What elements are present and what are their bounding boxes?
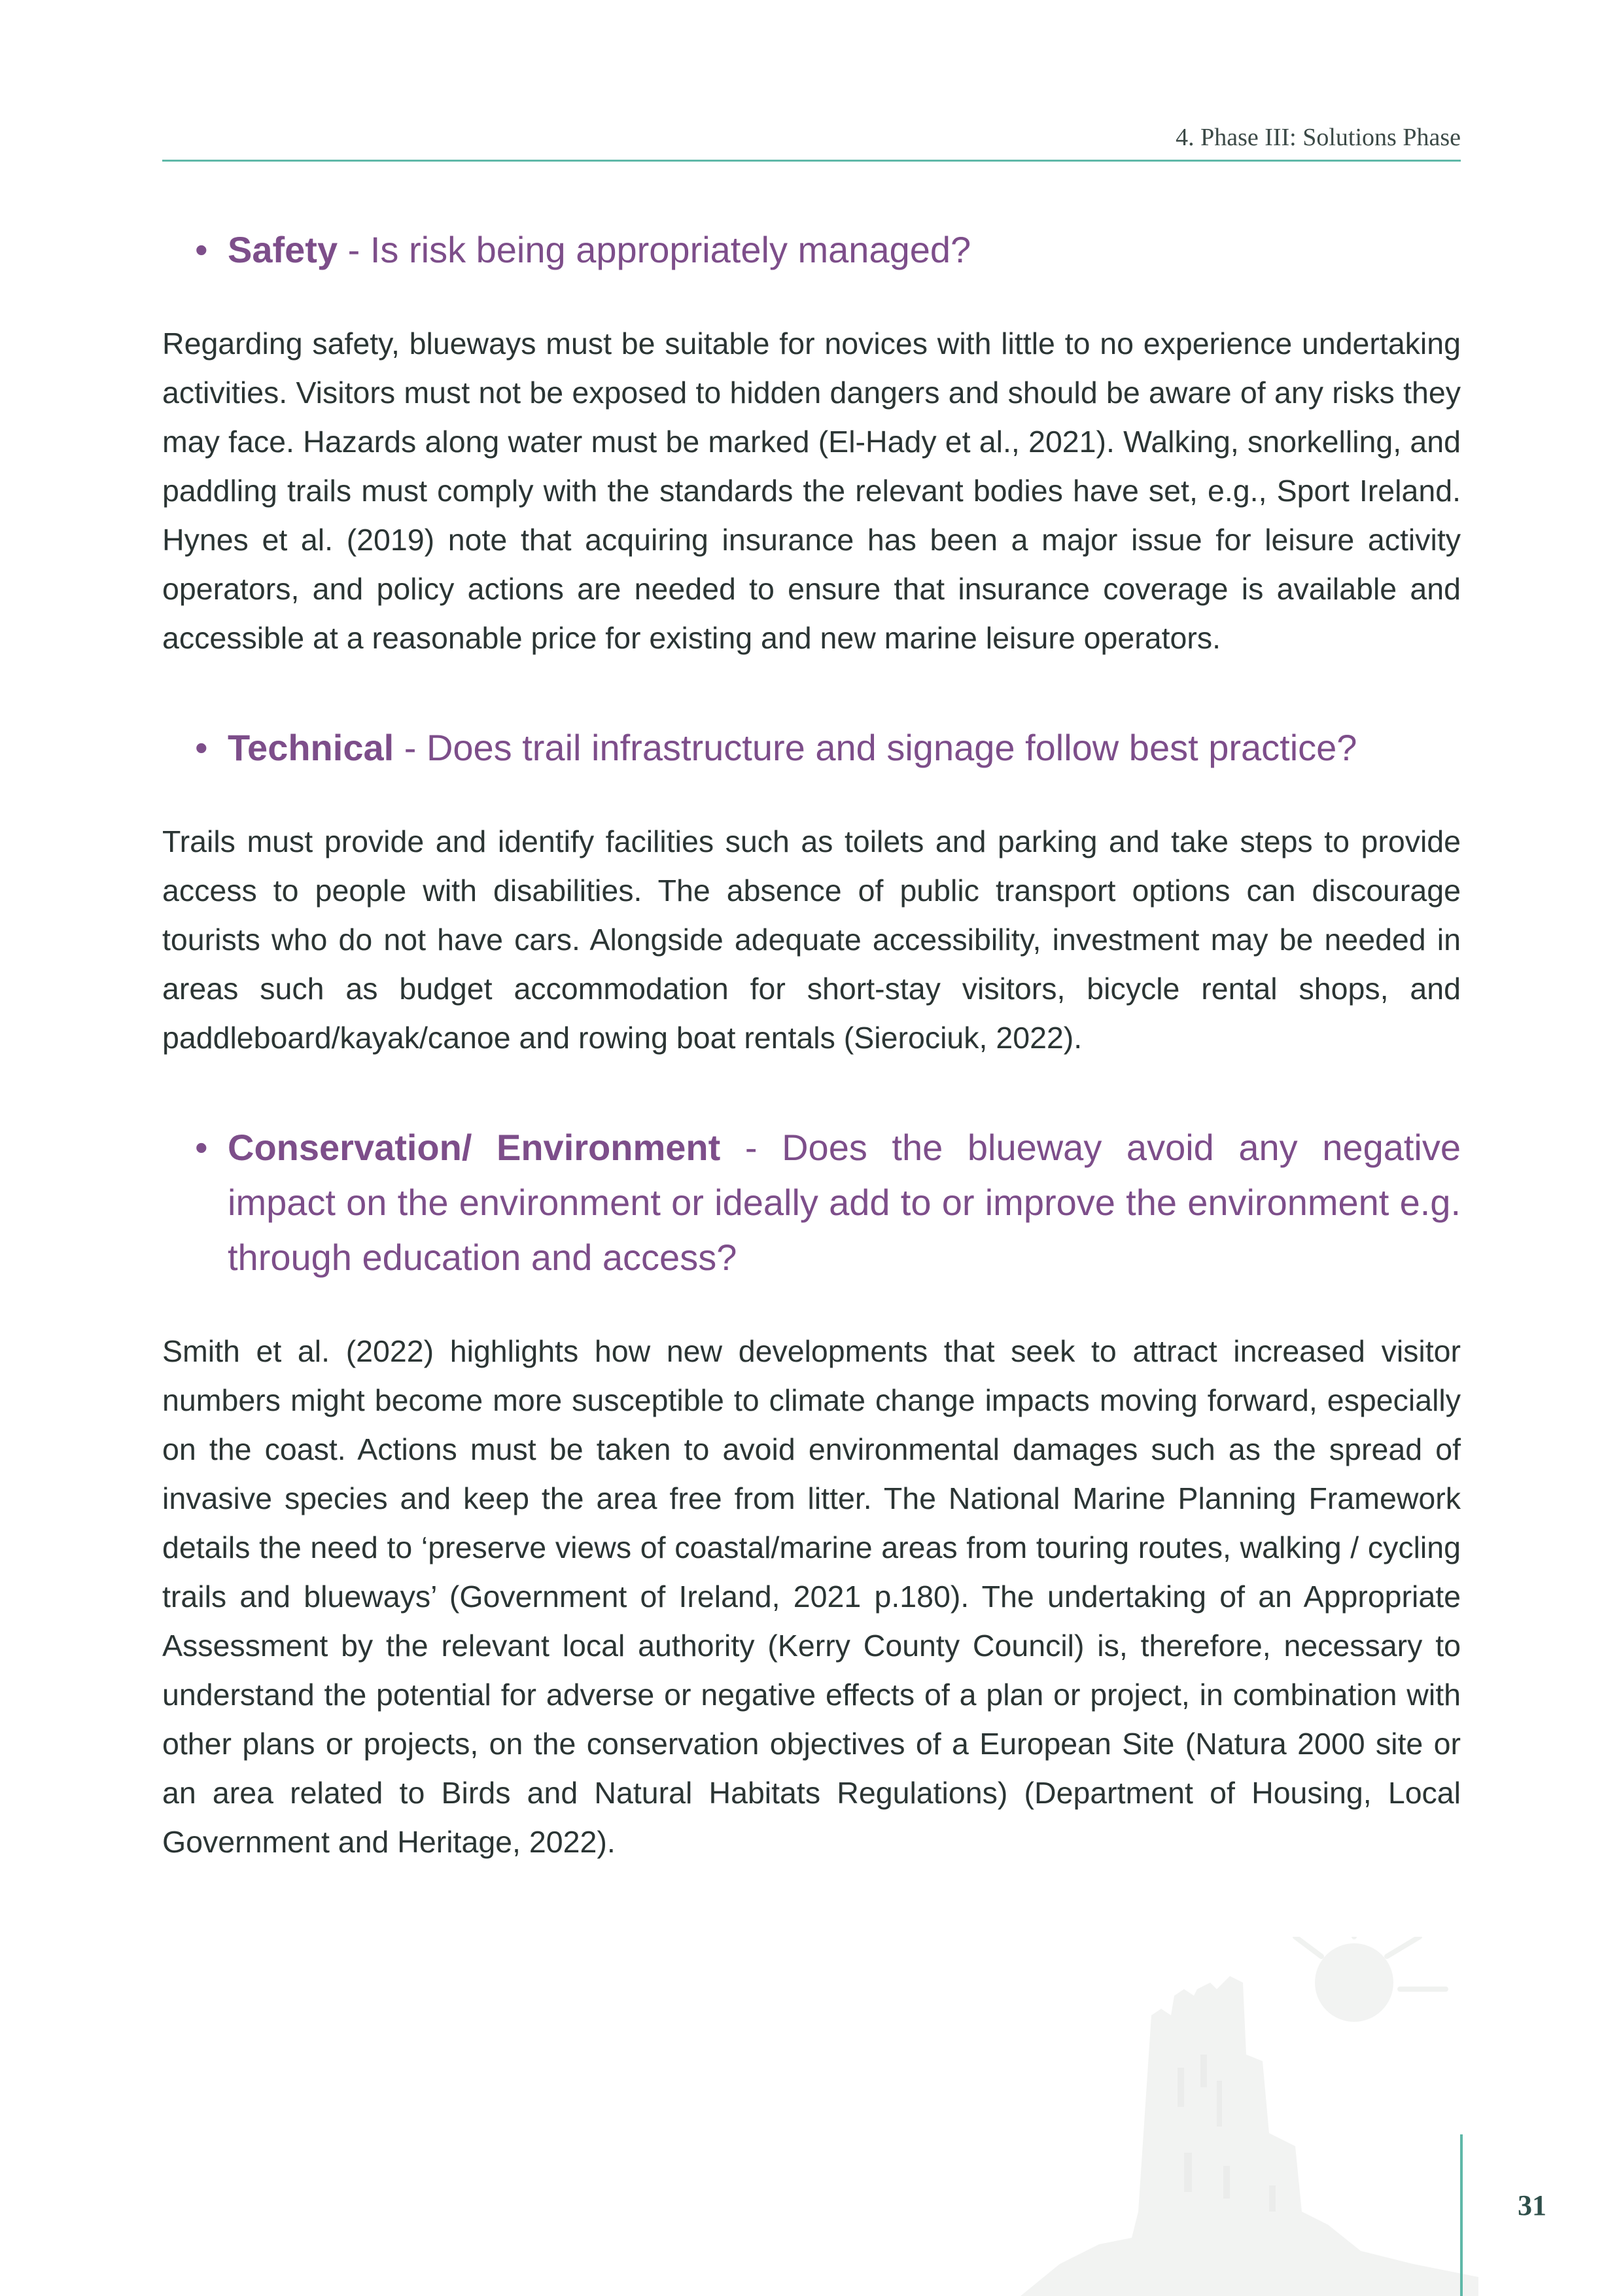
- page-number: 31: [1518, 2189, 1546, 2221]
- heading-term: Safety: [228, 229, 338, 270]
- heading-question: - Is risk being appropriately managed?: [338, 229, 971, 270]
- bullet-heading-technical: [162, 720, 1461, 775]
- heading-question: - Does trail infrastructure and signage follow best practice?: [394, 727, 1357, 768]
- bullet-heading-safety: [162, 222, 1461, 277]
- header-divider: [162, 160, 1461, 162]
- heading-question: - Does the blueway avoid any negative impact on the environment or ideally add to or improve the environment e.g. through education and access?: [228, 1127, 1461, 1278]
- heading-term: Conservation/ Environment: [228, 1127, 721, 1168]
- heading-term: Technical: [228, 727, 394, 768]
- bullet-icon: •: [195, 1127, 208, 1168]
- body-paragraph-conservation: Smith et al. (2022) highlights how new developments that seek to attract increased visitor numbers might become more susceptible to climate change impacts moving forward, especially on the coast. Actions must be taken to avoid environmental damages such as the spread of invasive species and keep the area free from litter. The National Marine Planning Framework details the need to ‘preserve views of coastal/marine areas from touring routes, walking / cycling trails and blueways’ (Government of Ireland, 2021 p.180). The undertaking of an Appropriate Assessment by the relevant local authority (Kerry County Council) is, therefore, necessary to understand the potential for adverse or negative effects of a plan or project, in combination with other plans or projects, on the conservation objectives of a European Site (Natura 2000 site or an area related to Birds and Natural Habitats Regulations) (Department of Housing, Local Government and Heritage, 2022).: [162, 1334, 1461, 1859]
- page-content: [162, 222, 1461, 1924]
- bullet-icon: •: [195, 229, 208, 270]
- running-header: 4. Phase III: Solutions Phase: [1176, 124, 1461, 151]
- footer-divider: [1460, 2134, 1463, 2296]
- body-paragraph-technical: Trails must provide and identify facilities such as toilets and parking and take steps to provide access to people with disabilities. The absence of public transport options can discourage tourists who do not have cars. Alongside adequate accessibility, investment may be needed in areas such as budget accommodation for short-stay visitors, bicycle rental shops, and paddleboard/kayak/canoe and rowing boat rentals (Sierociuk, 2022).: [162, 824, 1461, 1055]
- bullet-icon: •: [195, 727, 208, 768]
- bullet-heading-conservation: [162, 1120, 1461, 1285]
- castle-watermark-illustration: [1021, 1937, 1478, 2296]
- body-paragraph-safety: Regarding safety, blueways must be suitable for novices with little to no experience undertaking activities. Visitors must not be exposed to hidden dangers and should be aware of any risks they may face. Hazards along water must be marked (El-Hady et al., 2021). Walking, snorkelling, and paddling trails must comply with the standards the relevant bodies have set, e.g., Sport Ireland. Hynes et al. (2019) note that acquiring insurance has been a major issue for leisure activity operators, and policy actions are needed to ensure that insurance coverage is available and accessible at a reasonable price for existing and new marine leisure operators.: [162, 327, 1461, 655]
